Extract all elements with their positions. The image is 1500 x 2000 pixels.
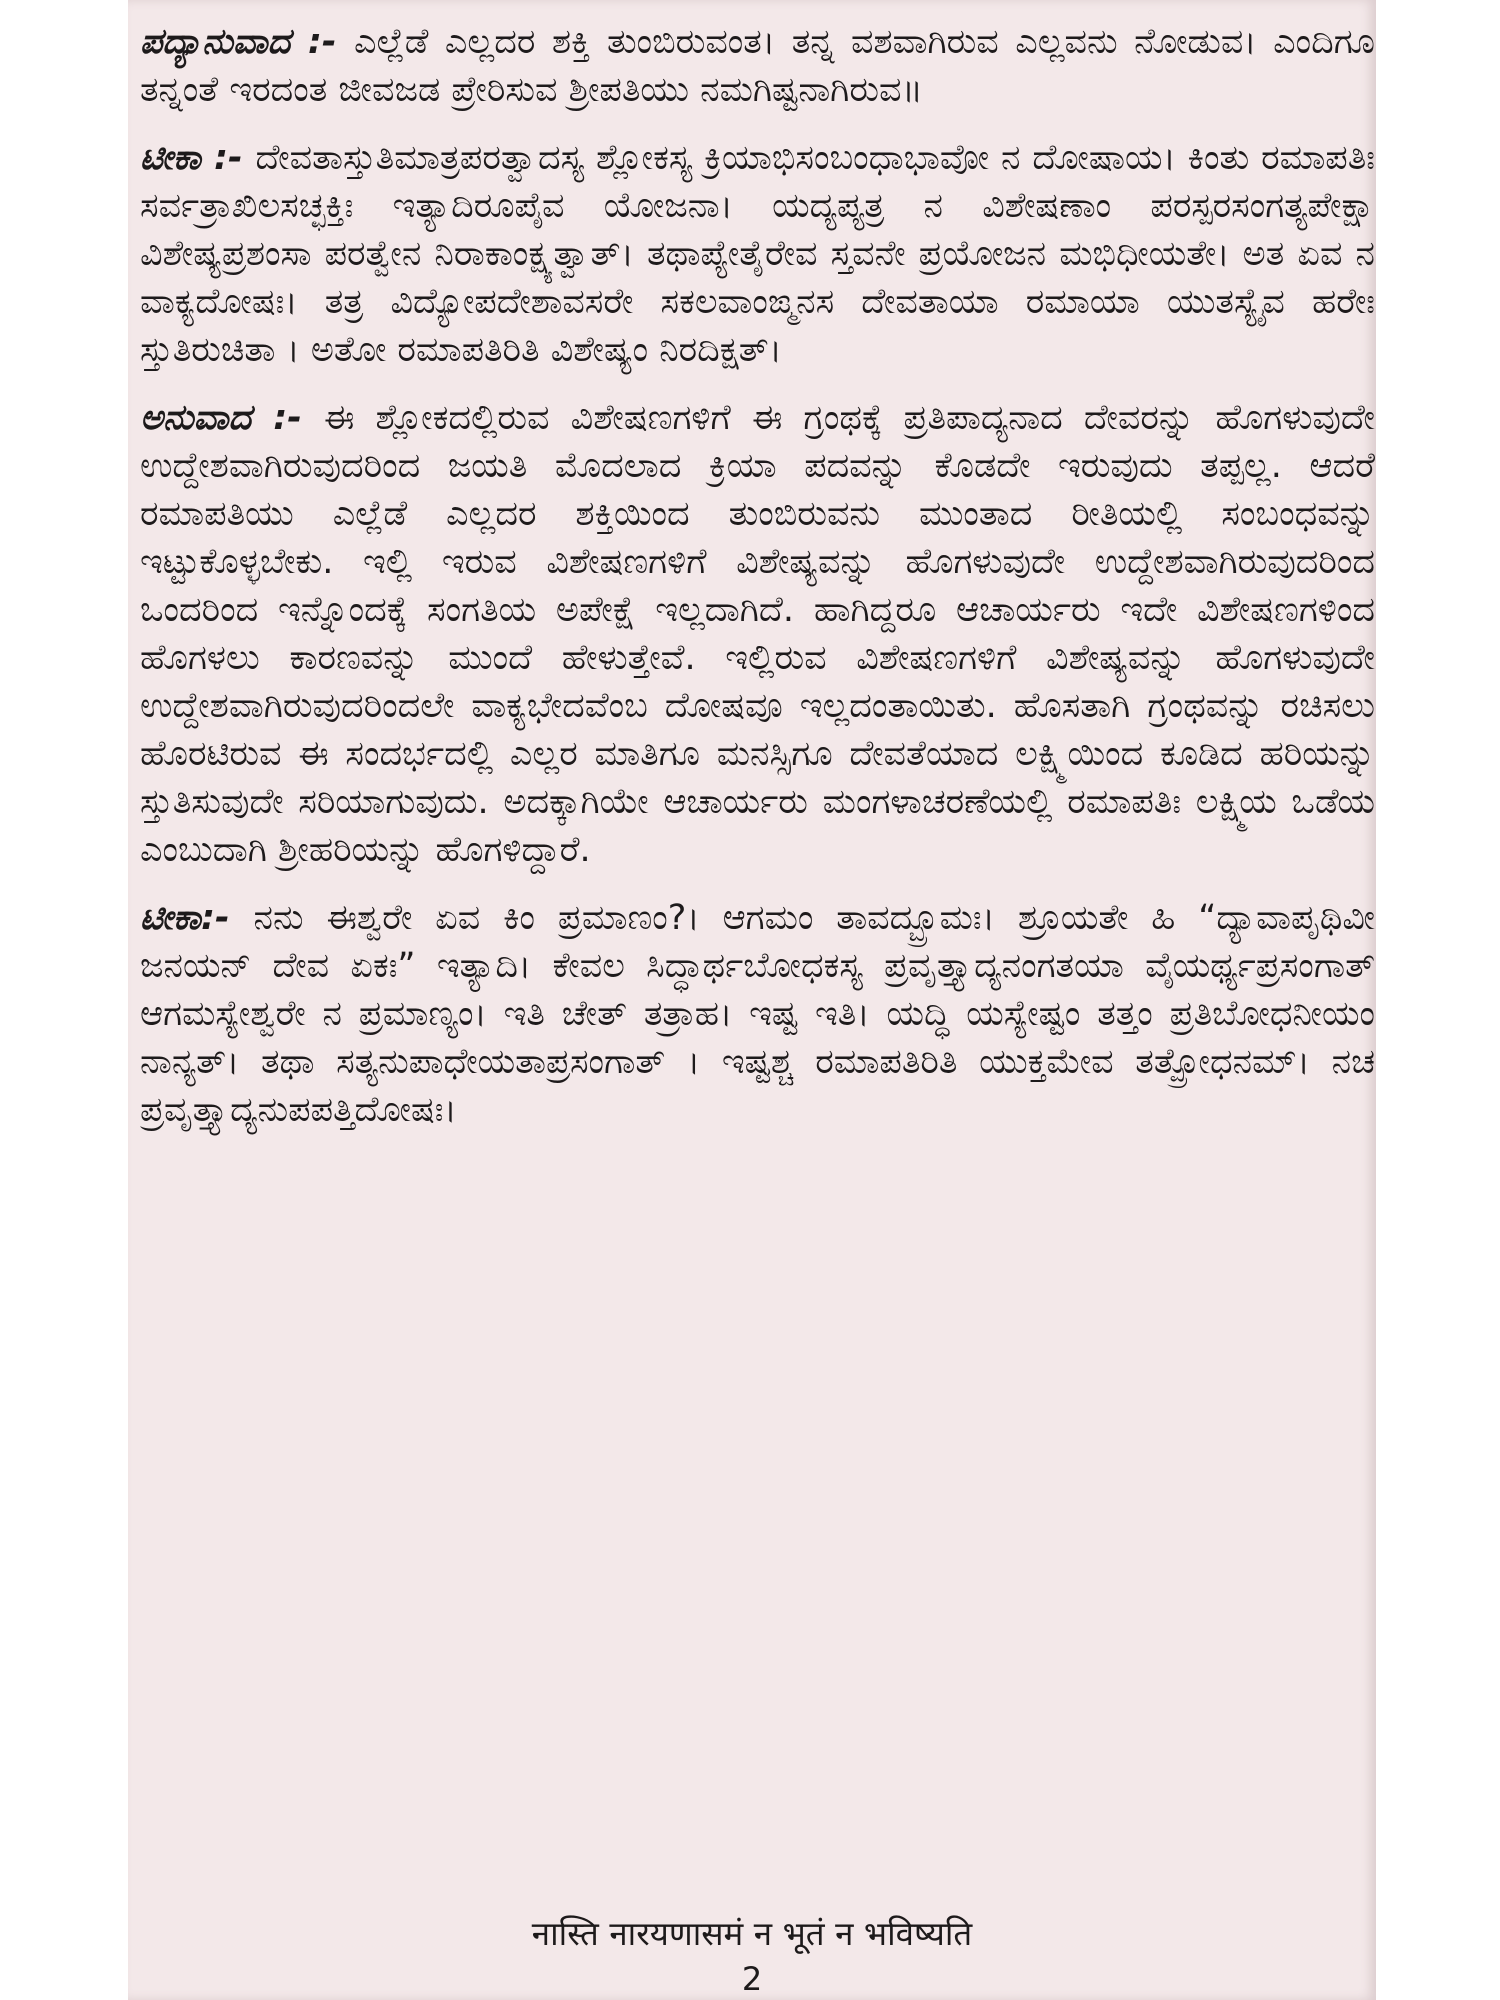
verse-translation-paragraph (140, 18, 1375, 114)
translation-paragraph (140, 394, 1375, 874)
commentary-paragraph-2 (140, 894, 1375, 1134)
paragraph-label: ಅನುವಾದ :- (140, 398, 324, 438)
paragraph-label: ಟೀಕಾ :- (140, 138, 256, 178)
page-body (140, 18, 1375, 1154)
paragraph-label: ಟೀಕಾ:- (140, 898, 254, 938)
page-number: 2 (741, 1960, 763, 1998)
paragraph-label: ಪದ್ಯಾನುವಾದ :- (140, 22, 354, 62)
paragraph-text: ಈ ಶ್ಲೋಕದಲ್ಲಿರುವ ವಿಶೇಷಣಗಳಿಗೆ ಈ ಗ್ರಂಥಕ್ಕೆ ಪ್ರತಿಪಾದ್ಯನಾದ ದೇವರನ್ನು ಹೊಗಳುವುದೇ ಉದ್ದೇಶವಾಗಿರುವುದರಿಂದ ಜಯತಿ ಮೊದಲಾದ ಕ್ರಿಯಾ ಪದವನ್ನು ಕೊಡದೇ ಇರುವುದು ತಪ್ಪಲ್ಲ. ಆದರೆ ರಮಾಪತಿಯು ಎಲ್ಲೆಡೆ ಎಲ್ಲದರ ಶಕ್ತಿಯಿಂದ ತುಂಬಿರುವನು ಮುಂತಾದ ರೀತಿಯಲ್ಲಿ ಸಂಬಂಧವನ್ನು ಇಟ್ಟುಕೊಳ್ಳಬೇಕು. ಇಲ್ಲಿ ಇರುವ ವಿಶೇಷಣಗಳಿಗೆ ವಿಶೇಷ್ಯವನ್ನು ಹೊಗಳುವುದೇ ಉದ್ದೇಶವಾಗಿರುವುದರಿಂದ ಒಂದರಿಂದ ಇನ್ನೊಂದಕ್ಕೆ ಸಂಗತಿಯ ಅಪೇಕ್ಷೆ ಇಲ್ಲದಾಗಿದೆ. ಹಾಗಿದ್ದರೂ ಆಚಾರ್ಯರು ಇದೇ ವಿಶೇಷಣಗಳಿಂದ ಹೊಗಳಲು ಕಾರಣವನ್ನು ಮುಂದೆ ಹೇಳುತ್ತೇವೆ. ಇಲ್ಲಿರುವ ವಿಶೇಷಣಗಳಿಗೆ ವಿಶೇಷ್ಯವನ್ನು ಹೊಗಳುವುದೇ ಉದ್ದೇಶವಾಗಿರುವುದರಿಂದಲೇ ವಾಕ್ಯಭೇದವೆಂಬ ದೋಷವೂ ಇಲ್ಲದಂತಾಯಿತು. ಹೊಸತಾಗಿ ಗ್ರಂಥವನ್ನು ರಚಿಸಲು ಹೊರಟಿರುವ ಈ ಸಂದರ್ಭದಲ್ಲಿ ಎಲ್ಲರ ಮಾತಿಗೂ ಮನಸ್ಸಿಗೂ ದೇವತೆಯಾದ ಲಕ್ಷ್ಮಿಯಿಂದ ಕೂಡಿದ ಹರಿಯನ್ನು ಸ್ತುತಿಸುವುದೇ ಸರಿಯಾಗುವುದು. ಅದಕ್ಕಾಗಿಯೇ ಆಚಾರ್ಯರು ಮಂಗಳಾಚರಣೆಯಲ್ಲಿ ರಮಾಪತಿಃ ಲಕ್ಷ್ಮಿಯ ಒಡೆಯ ಎಂಬುದಾಗಿ ಶ್ರೀಹರಿಯನ್ನು ಹೊಗಳಿದ್ದಾರೆ. (140, 398, 1375, 870)
commentary-paragraph (140, 134, 1375, 374)
paragraph-text: ಎಲ್ಲೆಡೆ ಎಲ್ಲದರ ಶಕ್ತಿ ತುಂಬಿರುವಂತ। ತನ್ನ ವಶವಾಗಿರುವ ಎಲ್ಲವನು ನೋಡುವ। ಎಂದಿಗೂ ತನ್ನಂತೆ ಇರದಂತ ಜೀವಜಡ ಪ್ರೇರಿಸುವ ಶ್ರೀಪತಿಯು ನಮಗಿಷ್ಟನಾಗಿರುವ॥ (140, 22, 1375, 110)
paragraph-text: ದೇವತಾಸ್ತುತಿಮಾತ್ರಪರತ್ವಾದಸ್ಯ ಶ್ಲೋಕಸ್ಯ ಕ್ರಿಯಾಭಿಸಂಬಂಧಾಭಾವೋ ನ ದೋಷಾಯ। ಕಿಂತು ರಮಾಪತಿಃ ಸರ್ವತ್ರಾಖಿಲಸಚ್ಛಕ್ತಿಃ ಇತ್ಯಾದಿರೂಪೈವ ಯೋಜನಾ। ಯದ್ಯಪ್ಯತ್ರ ನ ವಿಶೇಷಣಾಂ ಪರಸ್ಪರಸಂಗತ್ಯಪೇಕ್ಷಾ ವಿಶೇಷ್ಯಪ್ರಶಂಸಾ ಪರತ್ವೇನ ನಿರಾಕಾಂಕ್ಷ್ಯತ್ವಾತ್। ತಥಾಪ್ಯೇತೈರೇವ ಸ್ತವನೇ ಪ್ರಯೋಜನ ಮಭಿಧೀಯತೇ। ಅತ ಏವ ನ ವಾಕ್ಯದೋಷಃ। ತತ್ರ ವಿದ್ಯೋಪದೇಶಾವಸರೇ ಸಕಲವಾಂಙ್ಮನಸ ದೇವತಾಯಾ ರಮಾಯಾ ಯುತಸ್ಯೈವ ಹರೇಃ ಸ್ತುತಿರುಚಿತಾ । ಅತೋ ರಮಾಪತಿರಿತಿ ವಿಶೇಷ್ಯಂ ನಿರದಿಕ್ಷತ್। (140, 138, 1375, 370)
paragraph-text: ನನು ಈಶ್ವರೇ ಏವ ಕಿಂ ಪ್ರಮಾಣಂ?। ಆಗಮಂ ತಾವದ್ಬ್ರೂಮಃ। ಶ್ರೂಯತೇ ಹಿ “ದ್ಯಾವಾಪೃಥಿವೀ ಜನಯನ್ ದೇವ ಏಕಃ” ಇತ್ಯಾದಿ। ಕೇವಲ ಸಿದ್ಧಾರ್ಥಬೋಧಕಸ್ಯ ಪ್ರವೃತ್ತ್ಯಾದ್ಯನಂಗತಯಾ ವೈಯರ್ಥ್ಯಪ್ರಸಂಗಾತ್ ಆಗಮಸ್ಯೇಶ್ವರೇ ನ ಪ್ರಮಾಣ್ಯಂ। ಇತಿ ಚೇತ್ ತತ್ರಾಹ। ಇಷ್ಟ ಇತಿ। ಯದ್ಧಿ ಯಸ್ಯೇಷ್ಟಂ ತತ್ತಂ ಪ್ರತಿಬೋಧನೀಯಂ ನಾನ್ಯತ್। ತಥಾ ಸತ್ಯನುಪಾಧೇಯತಾಪ್ರಸಂಗಾತ್ । ಇಷ್ಟಶ್ಚ ರಮಾಪತಿರಿತಿ ಯುಕ್ತಮೇವ ತತ್ಪ್ರೋಧನಮ್। ನಚ ಪ್ರವೃತ್ತ್ಯಾದ್ಯನುಪಪತ್ತಿದೋಷಃ। (140, 898, 1375, 1130)
footer-motto: नास्ति नारयणासमं न भूतं न भविष्यति (531, 1914, 973, 1953)
